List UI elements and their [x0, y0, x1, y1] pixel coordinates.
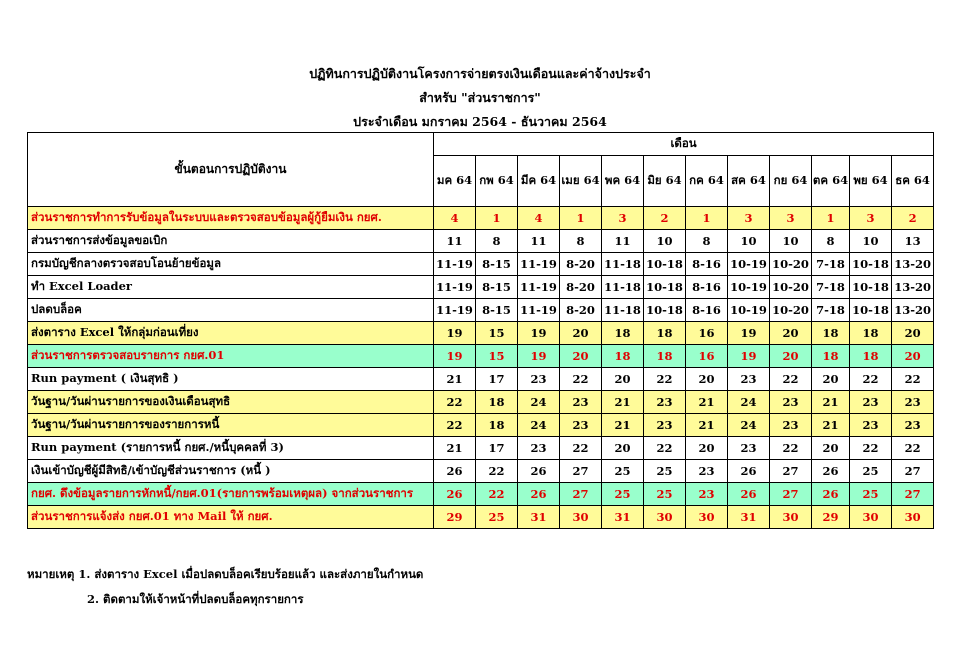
table-row: [28, 345, 934, 368]
month-header: ตค 64: [812, 156, 850, 207]
date-cell: 18: [644, 345, 686, 368]
date-cell: 10-19: [728, 276, 770, 299]
date-cell: 17: [476, 437, 518, 460]
date-cell: 27: [892, 483, 934, 506]
date-cell: 11: [434, 230, 476, 253]
date-cell: 23: [770, 414, 812, 437]
date-cell: 8-20: [560, 276, 602, 299]
step-header: ขั้นตอนการปฏิบัติงาน: [28, 133, 434, 207]
date-cell: 8: [560, 230, 602, 253]
date-cell: 27: [770, 483, 812, 506]
table-row: [28, 253, 934, 276]
date-cell: 21: [434, 437, 476, 460]
date-cell: 19: [518, 345, 560, 368]
table-row: [28, 207, 934, 230]
date-cell: 20: [892, 345, 934, 368]
date-cell: 11-19: [434, 299, 476, 322]
date-cell: 11-19: [518, 253, 560, 276]
date-cell: 22: [476, 483, 518, 506]
date-cell: 11-19: [518, 276, 560, 299]
step-label: Run payment (รายการหนี้ กยศ./หนี้บุคคลที่ 3): [28, 437, 434, 460]
date-cell: 25: [644, 460, 686, 483]
date-cell: 18: [812, 345, 850, 368]
date-cell: 30: [770, 506, 812, 529]
date-cell: 29: [812, 506, 850, 529]
month-header: มิย 64: [644, 156, 686, 207]
date-cell: 11-18: [602, 253, 644, 276]
date-cell: 26: [518, 460, 560, 483]
date-cell: 7-18: [812, 276, 850, 299]
date-cell: 18: [644, 322, 686, 345]
table-row: [28, 506, 934, 529]
month-group-header: เดือน: [434, 133, 934, 156]
date-cell: 23: [770, 391, 812, 414]
date-cell: 26: [434, 460, 476, 483]
date-cell: 30: [644, 506, 686, 529]
date-cell: 13: [892, 230, 934, 253]
date-cell: 20: [686, 437, 728, 460]
step-label: ส่วนราชการทำการรับข้อมูลในระบบและตรวจสอบข้อมูลผู้กู้ยืมเงิน กยศ.: [28, 207, 434, 230]
date-cell: 10-18: [850, 253, 892, 276]
schedule-table: [27, 132, 934, 529]
title-line-1: ปฏิทินการปฏิบัติงานโครงการจ่ายตรงเงินเดือนและค่าจ้างประจำ: [309, 66, 651, 81]
step-label: ส่วนราชการส่งข้อมูลขอเบิก: [28, 230, 434, 253]
table-body: [28, 207, 934, 529]
date-cell: 26: [518, 483, 560, 506]
date-cell: 23: [850, 391, 892, 414]
date-cell: 11-18: [602, 299, 644, 322]
table-row: [28, 391, 934, 414]
date-cell: 11-19: [518, 299, 560, 322]
date-cell: 23: [518, 437, 560, 460]
date-cell: 8-15: [476, 299, 518, 322]
date-cell: 20: [770, 322, 812, 345]
date-cell: 10-19: [728, 253, 770, 276]
table-row: [28, 437, 934, 460]
date-cell: 23: [850, 414, 892, 437]
date-cell: 18: [812, 322, 850, 345]
month-header: ธค 64: [892, 156, 934, 207]
date-cell: 11-19: [434, 276, 476, 299]
step-label: ส่วนราชการแจ้งส่ง กยศ.01 ทาง Mail ให้ กยศ.: [28, 506, 434, 529]
date-cell: 11: [602, 230, 644, 253]
date-cell: 18: [476, 414, 518, 437]
date-cell: 25: [602, 460, 644, 483]
date-cell: 10-18: [644, 253, 686, 276]
date-cell: 7-18: [812, 299, 850, 322]
table-row: [28, 483, 934, 506]
date-cell: 19: [728, 322, 770, 345]
date-cell: 27: [892, 460, 934, 483]
date-cell: 10-19: [728, 299, 770, 322]
date-cell: 4: [434, 207, 476, 230]
date-cell: 22: [560, 368, 602, 391]
date-cell: 24: [518, 414, 560, 437]
date-cell: 23: [686, 483, 728, 506]
date-cell: 8: [812, 230, 850, 253]
date-cell: 10-20: [770, 253, 812, 276]
date-cell: 10: [728, 230, 770, 253]
month-header: กพ 64: [476, 156, 518, 207]
date-cell: 19: [728, 345, 770, 368]
month-header: มีค 64: [518, 156, 560, 207]
date-cell: 2: [644, 207, 686, 230]
date-cell: 11-19: [434, 253, 476, 276]
date-cell: 22: [644, 368, 686, 391]
date-cell: 27: [770, 460, 812, 483]
date-cell: 25: [850, 460, 892, 483]
date-cell: 15: [476, 345, 518, 368]
date-cell: 23: [560, 391, 602, 414]
date-cell: 23: [518, 368, 560, 391]
date-cell: 1: [686, 207, 728, 230]
date-cell: 22: [892, 437, 934, 460]
date-cell: 22: [850, 437, 892, 460]
date-cell: 21: [812, 391, 850, 414]
date-cell: 21: [434, 368, 476, 391]
date-cell: 23: [892, 391, 934, 414]
date-cell: 3: [850, 207, 892, 230]
date-cell: 10-20: [770, 299, 812, 322]
date-cell: 10: [770, 230, 812, 253]
step-label: Run payment ( เงินสุทธิ ): [28, 368, 434, 391]
date-cell: 10-18: [850, 276, 892, 299]
table-row: [28, 276, 934, 299]
date-cell: 19: [434, 322, 476, 345]
date-cell: 22: [434, 391, 476, 414]
date-cell: 3: [728, 207, 770, 230]
date-cell: 22: [892, 368, 934, 391]
date-cell: 25: [476, 506, 518, 529]
note-line-2: 2. ติดตามให้เจ้าหน้าที่ปลดบล็อคทุกรายการ: [87, 592, 304, 606]
date-cell: 16: [686, 345, 728, 368]
date-cell: 21: [686, 391, 728, 414]
date-cell: 25: [602, 483, 644, 506]
date-cell: 8: [686, 230, 728, 253]
date-cell: 18: [850, 322, 892, 345]
title-line-2: สำหรับ "ส่วนราชการ": [419, 90, 541, 105]
date-cell: 20: [892, 322, 934, 345]
date-cell: 30: [850, 506, 892, 529]
date-cell: 10: [850, 230, 892, 253]
date-cell: 20: [602, 368, 644, 391]
date-cell: 29: [434, 506, 476, 529]
month-header: กค 64: [686, 156, 728, 207]
date-cell: 18: [602, 322, 644, 345]
date-cell: 22: [560, 437, 602, 460]
date-cell: 27: [560, 483, 602, 506]
date-cell: 8: [476, 230, 518, 253]
date-cell: 15: [476, 322, 518, 345]
date-cell: 25: [644, 483, 686, 506]
date-cell: 8-16: [686, 253, 728, 276]
date-cell: 23: [728, 368, 770, 391]
date-cell: 21: [812, 414, 850, 437]
table-row: [28, 230, 934, 253]
table-row: [28, 299, 934, 322]
month-header: กย 64: [770, 156, 812, 207]
date-cell: 24: [728, 414, 770, 437]
date-cell: 20: [560, 322, 602, 345]
date-cell: 2: [892, 207, 934, 230]
date-cell: 10-18: [644, 276, 686, 299]
date-cell: 3: [602, 207, 644, 230]
date-cell: 10-18: [850, 299, 892, 322]
date-cell: 22: [770, 368, 812, 391]
date-cell: 26: [728, 460, 770, 483]
date-cell: 3: [770, 207, 812, 230]
date-cell: 26: [812, 483, 850, 506]
date-cell: 17: [476, 368, 518, 391]
date-cell: 19: [518, 322, 560, 345]
month-header: พค 64: [602, 156, 644, 207]
date-cell: 13-20: [892, 253, 934, 276]
date-cell: 26: [728, 483, 770, 506]
date-cell: 18: [476, 391, 518, 414]
date-cell: 21: [686, 414, 728, 437]
date-cell: 26: [812, 460, 850, 483]
date-cell: 18: [602, 345, 644, 368]
title-line-3: ประจำเดือน มกราคม 2564 - ธันวาคม 2564: [353, 114, 607, 129]
month-header: สค 64: [728, 156, 770, 207]
date-cell: 10-20: [770, 276, 812, 299]
date-cell: 23: [644, 391, 686, 414]
date-cell: 8-20: [560, 253, 602, 276]
step-label: เงินเข้าบัญชีผู้มีสิทธิ/เข้าบัญชีส่วนราชการ (หนี้ ): [28, 460, 434, 483]
date-cell: 8-15: [476, 276, 518, 299]
date-cell: 1: [476, 207, 518, 230]
table-row: [28, 460, 934, 483]
month-header: พย 64: [850, 156, 892, 207]
month-header: เมย 64: [560, 156, 602, 207]
date-cell: 20: [686, 368, 728, 391]
step-label: วันฐาน/วันผ่านรายการของรายการหนี้: [28, 414, 434, 437]
step-label: ทำ Excel Loader: [28, 276, 434, 299]
date-cell: 30: [560, 506, 602, 529]
date-cell: 7-18: [812, 253, 850, 276]
date-cell: 11-18: [602, 276, 644, 299]
date-cell: 1: [560, 207, 602, 230]
date-cell: 8-16: [686, 276, 728, 299]
date-cell: 30: [686, 506, 728, 529]
month-header: มค 64: [434, 156, 476, 207]
step-label: กยศ. ดึงข้อมูลรายการหักหนี้/กยศ.01(รายการพร้อมเหตุผล) จากส่วนราชการ: [28, 483, 434, 506]
date-cell: 31: [518, 506, 560, 529]
step-label: กรมบัญชีกลางตรวจสอบโอนย้ายข้อมูล: [28, 253, 434, 276]
step-label: ส่งตาราง Excel ให้กลุ่มก่อนเที่ยง: [28, 322, 434, 345]
date-cell: 16: [686, 322, 728, 345]
date-cell: 26: [434, 483, 476, 506]
date-cell: 20: [770, 345, 812, 368]
date-cell: 11: [518, 230, 560, 253]
title-block: [0, 62, 960, 134]
date-cell: 10: [644, 230, 686, 253]
step-label: ปลดบล็อค: [28, 299, 434, 322]
date-cell: 13-20: [892, 299, 934, 322]
date-cell: 31: [602, 506, 644, 529]
date-cell: 23: [686, 460, 728, 483]
date-cell: 24: [728, 391, 770, 414]
date-cell: 27: [560, 460, 602, 483]
date-cell: 20: [812, 437, 850, 460]
date-cell: 18: [850, 345, 892, 368]
date-cell: 23: [560, 414, 602, 437]
date-cell: 23: [728, 437, 770, 460]
date-cell: 30: [892, 506, 934, 529]
date-cell: 8-16: [686, 299, 728, 322]
table-row: [28, 414, 934, 437]
date-cell: 20: [560, 345, 602, 368]
date-cell: 31: [728, 506, 770, 529]
date-cell: 24: [518, 391, 560, 414]
table-row: [28, 368, 934, 391]
step-label: วันฐาน/วันผ่านรายการของเงินเดือนสุทธิ: [28, 391, 434, 414]
step-label: ส่วนราชการตรวจสอบรายการ กยศ.01: [28, 345, 434, 368]
date-cell: 21: [602, 391, 644, 414]
date-cell: 22: [476, 460, 518, 483]
date-cell: 22: [850, 368, 892, 391]
date-cell: 4: [518, 207, 560, 230]
date-cell: 22: [770, 437, 812, 460]
date-cell: 23: [892, 414, 934, 437]
date-cell: 8-20: [560, 299, 602, 322]
date-cell: 8-15: [476, 253, 518, 276]
date-cell: 25: [850, 483, 892, 506]
date-cell: 23: [644, 414, 686, 437]
note-line-1: หมายเหตุ 1. ส่งตาราง Excel เมื่อปลดบล็อคเรียบร้อยแล้ว และส่งภายในกำหนด: [27, 567, 424, 581]
date-cell: 10-18: [644, 299, 686, 322]
date-cell: 20: [602, 437, 644, 460]
date-cell: 13-20: [892, 276, 934, 299]
date-cell: 19: [434, 345, 476, 368]
date-cell: 1: [812, 207, 850, 230]
date-cell: 22: [644, 437, 686, 460]
date-cell: 22: [434, 414, 476, 437]
date-cell: 20: [812, 368, 850, 391]
table-row: [28, 322, 934, 345]
date-cell: 21: [602, 414, 644, 437]
